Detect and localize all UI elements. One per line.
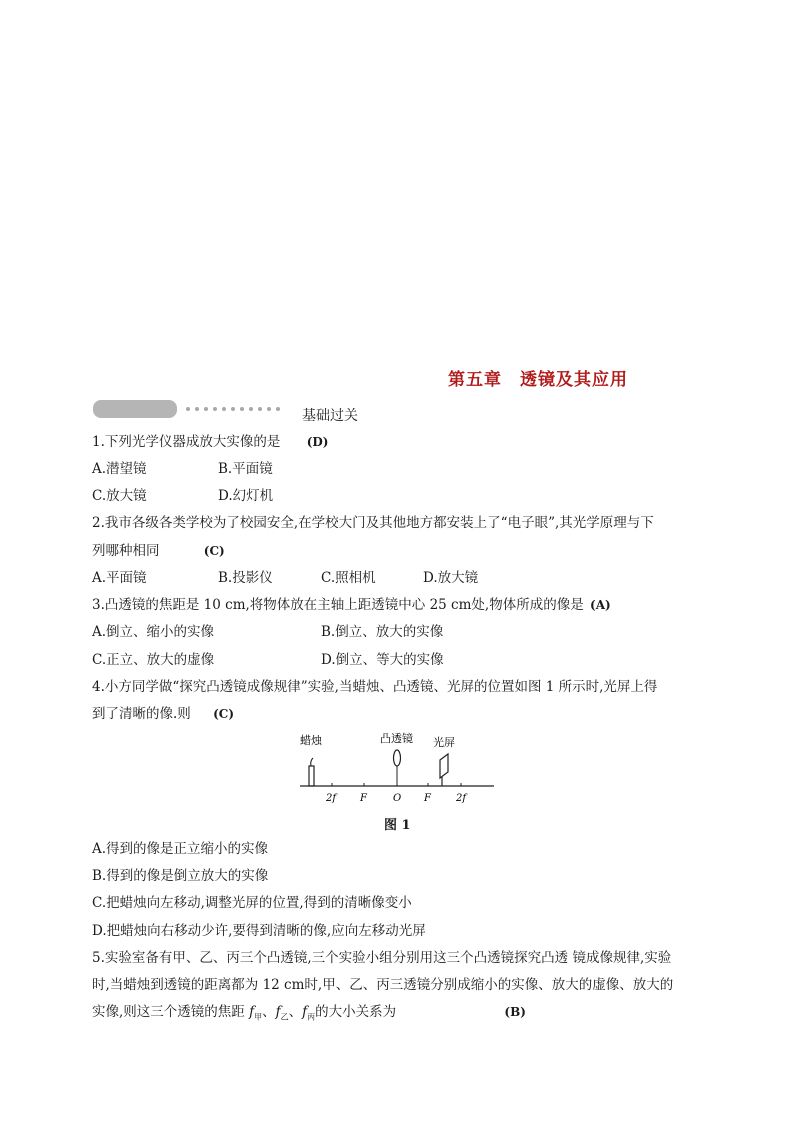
q4-option-a: A.得到的像是正立缩小的实像 [92, 841, 269, 857]
tick-label-o: O [393, 793, 402, 804]
q4-stem-line1: 4.小方同学做“探究凸透镜成像规律”实验,当蜡烛、凸透镜、光屏的位置如图 1 所示时,光屏上得 [92, 679, 658, 695]
candle-icon [309, 758, 314, 786]
tick-label-f-left: F [360, 793, 367, 804]
q4-answer: (C) [213, 707, 234, 721]
q1-option-c: C.放大镜 [92, 488, 147, 504]
q4-option-d: D.把蜡烛向右移动少许,要得到清晰的像,应向左移动光屏 [92, 923, 426, 939]
q1-answer: (D) [306, 435, 329, 449]
section-bar [93, 400, 177, 418]
section-dots [186, 407, 280, 411]
screen-label: 光屏 [433, 736, 455, 749]
lens-label: 凸透镜 [380, 732, 413, 745]
q2-option-d: D.放大镜 [423, 570, 479, 586]
tick-label-2f-right: 2f [456, 793, 467, 804]
q1-option-d: D.幻灯机 [218, 488, 274, 504]
figure-caption: 图 1 [384, 818, 411, 833]
q2-answer: (C) [203, 544, 225, 558]
q2-stem-line2: 列哪种相同 (C) [92, 543, 225, 559]
tick-label-f-right: F [424, 793, 431, 804]
q3-option-d: D.倒立、等大的实像 [321, 652, 444, 668]
q2-option-a: A.平面镜 [92, 570, 147, 586]
q5-answer: (B) [504, 1005, 526, 1019]
q1-stem: 1.下列光学仪器成放大实像的是 (D) [92, 434, 329, 450]
optics-bench-figure [296, 728, 500, 808]
q1-option-b: B.平面镜 [218, 461, 273, 477]
q3-option-a: A.倒立、缩小的实像 [92, 624, 215, 640]
q5-stem-line3: 实像,则这三个透镜的焦距 $f_甲$、$f_乙$、$f_丙$的大小关系为 (B) [92, 1004, 526, 1022]
q3-stem: 3.凸透镜的焦距是 10 cm,将物体放在主轴上距透镜中心 25 cm处,物体所成的像是 (A) [92, 597, 611, 613]
candle-label: 蜡烛 [300, 734, 322, 747]
q2-option-c: C.照相机 [321, 570, 376, 586]
q3-option-c: C.正立、放大的虚像 [92, 652, 215, 668]
chapter-title: 第五章 透镜及其应用 [448, 370, 628, 390]
q4-option-c: C.把蜡烛向左移动,调整光屏的位置,得到的清晰像变小 [92, 895, 412, 911]
q5-stem-line1: 5.实验室备有甲、乙、丙三个凸透镜,三个实验小组分别用这三个凸透镜探究凸透 镜成像规律,实验 [92, 950, 672, 966]
q2-stem-line1: 2.我市各级各类学校为了校园安全,在学校大门及其他地方都安装上了“电子眼”,其光学原理与下 [92, 515, 654, 531]
q5-stem-line2: 时,当蜡烛到透镜的距离都为 12 cm时,甲、乙、丙三透镜分别成缩小的实像、放大的虚像、放大的 [92, 977, 674, 993]
q4-stem-line2: 到了清晰的像.则 (C) [92, 706, 234, 722]
q4-option-b: B.得到的像是倒立放大的实像 [92, 868, 269, 884]
convex-lens-icon [394, 750, 401, 786]
tick-label-2f-left: 2f [326, 793, 337, 804]
light-screen-icon [440, 754, 448, 786]
q3-answer: (A) [590, 598, 611, 612]
q1-option-a: A.潜望镜 [92, 461, 147, 477]
q3-option-b: B.倒立、放大的实像 [321, 624, 444, 640]
section-label: 基础过关 [302, 408, 358, 424]
q2-option-b: B.投影仪 [218, 570, 273, 586]
